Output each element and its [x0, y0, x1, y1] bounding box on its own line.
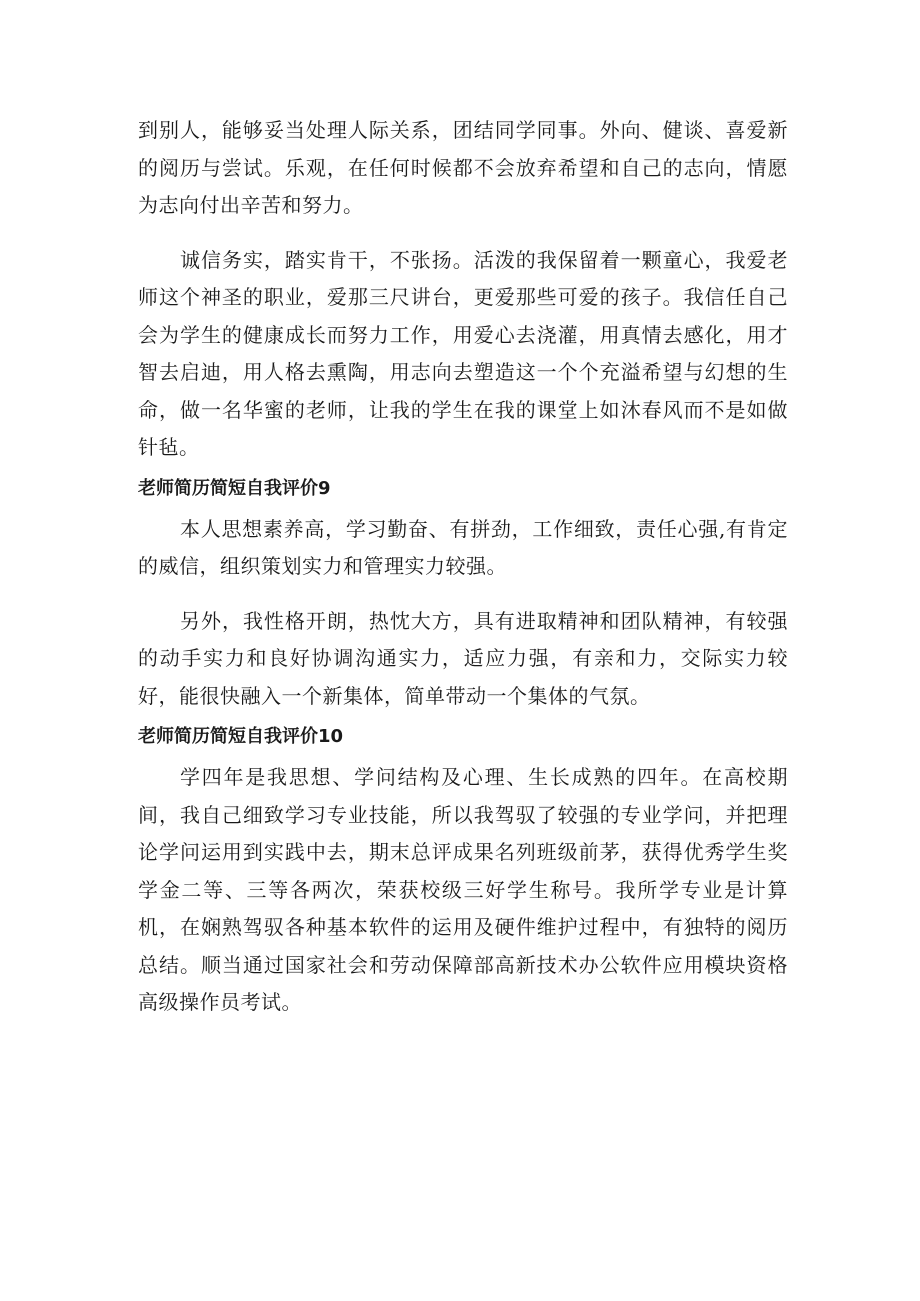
paragraph-1: 到别人，能够妥当处理人际关系，团结同学同事。外向、健谈、喜爱新的阅历与尝试。乐观，在任何时候都不会放弃希望和自己的志向，情愿为志向付出辛苦和努力。	[138, 118, 788, 217]
section-heading-10: 老师简历简短自我评价10	[138, 726, 344, 747]
paragraph-3: 本人思想素养高，学习勤奋、有拼劲，工作细致，责任心强,有肯定的威信，组织策划实力和管理实力较强。	[138, 516, 788, 578]
section-heading-9: 老师简历简短自我评价9	[138, 477, 331, 499]
paragraph-2: 诚信务实，踏实肯干，不张扬。活泼的我保留着一颗童心，我爱老师这个神圣的职业，爱那三尺讲台，更爱那些可爱的孩子。我信任自己会为学生的健康成长而努力工作，用爱心去浇灌，用真情去感化，用才智去启迪，用人格去熏陶，用志向去塑造这一个个充溢希望与幻想的生命，做一名华蜜的老师，让我的学生在我的课堂上如沐春风而不是如做针毡。	[138, 247, 788, 459]
document-body	[138, 112, 788, 1022]
paragraph-4: 另外，我性格开朗，热忱大方，具有进取精神和团队精神，有较强的动手实力和良好协调沟通实力，适应力强，有亲和力，交际实力较好，能很快融入一个新集体，简单带动一个集体的气氛。	[138, 608, 788, 708]
paragraph-5: 学四年是我思想、学问结构及心理、生长成熟的四年。在高校期间，我自己细致学习专业技能，所以我驾驭了较强的专业学问，并把理论学问运用到实践中去，期末总评成果名列班级前茅，获得优秀学生奖学金二等、三等各两次，荣获校级三好学生称号。我所学专业是计算机，在娴熟驾驭各种基本软件的运用及硬件维护过程中，有独特的阅历总结。顺当通过国家社会和劳动保障部高新技术办公软件应用模块资格高级操作员考试。	[138, 765, 788, 1014]
